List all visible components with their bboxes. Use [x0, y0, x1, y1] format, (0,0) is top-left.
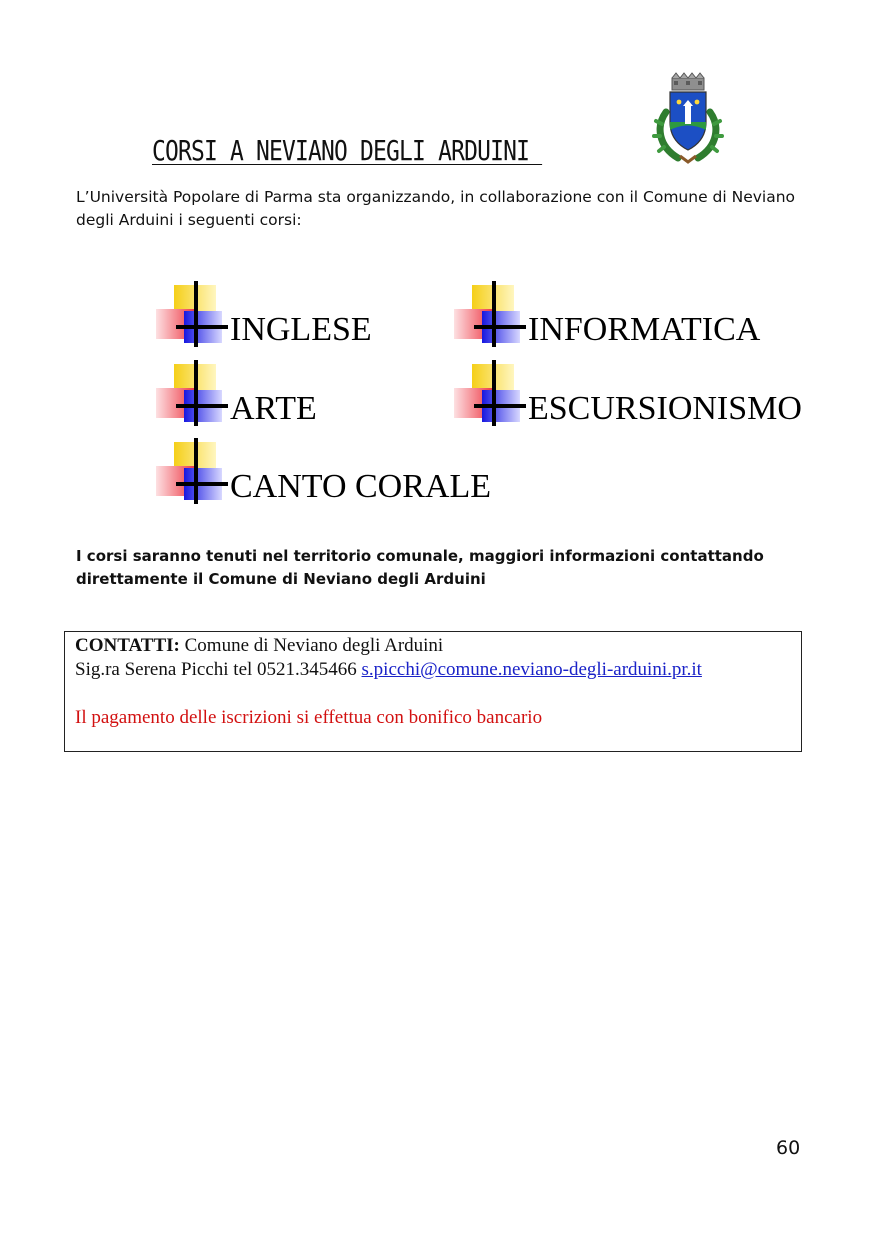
info-note: I corsi saranno tenuti nel territorio comunale, maggiori informazioni contattando direttamente il Comune di Neviano degli Arduini: [76, 547, 764, 588]
contacts-person: Sig.ra Serena Picchi tel 0521.345466: [75, 659, 362, 680]
course-label: ARTE: [230, 390, 317, 427]
course-label: INFORMATICA: [528, 311, 761, 348]
course-label: ESCURSIONISMO: [528, 390, 802, 427]
page-title: CORSI A NEVIANO DEGLI ARDUINI: [152, 134, 543, 167]
bullet-icon: [156, 360, 228, 426]
bullet-icon: [156, 438, 228, 504]
bullet-icon: [454, 281, 526, 347]
intro-paragraph: L’Università Popolare di Parma sta organizzando, in collaborazione con il Comune di Neviano degli Arduini i seguenti corsi:: [76, 188, 796, 229]
bullet-icon: [454, 360, 526, 426]
contacts-line-org: [75, 634, 791, 658]
course-label: INGLESE: [230, 311, 372, 348]
payment-note: Il pagamento delle iscrizioni si effettua con bonifico bancario: [75, 707, 543, 728]
course-label: CANTO CORALE: [230, 468, 491, 505]
contacts-box: [64, 631, 802, 752]
page-number: 60: [776, 1137, 801, 1159]
contacts-line-person: [75, 658, 791, 682]
municipal-crest-icon: [652, 72, 724, 166]
email-link[interactable]: s.picchi@comune.neviano-degli-arduini.pr.it: [361, 659, 702, 680]
bullet-icon: [156, 281, 228, 347]
contacts-org: Comune di Neviano degli Arduini: [179, 635, 444, 656]
contacts-label: CONTATTI:: [75, 635, 180, 656]
